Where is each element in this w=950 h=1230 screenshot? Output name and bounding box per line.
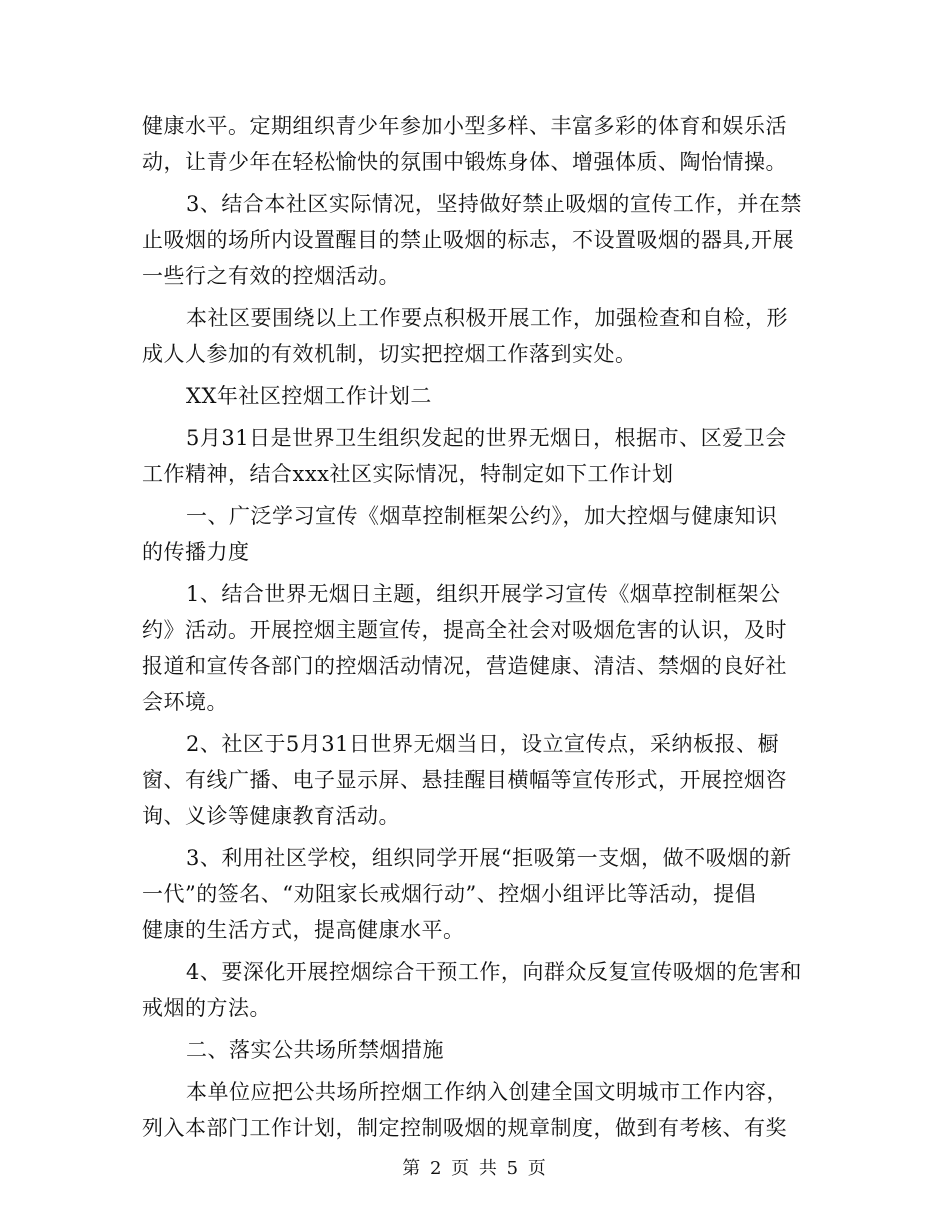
document-body (142, 108, 802, 1146)
text-line: 1、结合世界无烟日主题，组织开展学习宣传《烟草控制框架公 (186, 582, 781, 606)
section-heading: 二、落实公共场所禁烟措施 (186, 1038, 444, 1062)
text-line: 报道和宣传各部门的控烟活动情况，营造健康、清洁、禁烟的良好社 (142, 654, 787, 678)
text-line: 本社区要围绕以上工作要点积极开展工作，加强检查和自检，形 (186, 306, 788, 330)
text-line: 成人人参加的有效机制，切实把控烟工作落到实处。 (142, 342, 637, 366)
text-line: 会环境。 (142, 690, 228, 714)
text-line: 列入本部门工作计划，制定控制吸烟的规章制度，做到有考核、有奖 (142, 1116, 787, 1140)
text-line: 3、利用社区学校，组织同学开展“拒吸第一支烟，做不吸烟的新 (186, 846, 792, 870)
section-heading: XX年社区控烟工作计划二 (186, 384, 432, 408)
text-line: 健康的生活方式，提高健康水平。 (142, 918, 465, 942)
section-heading: 一、广泛学习宣传《烟草控制框架公约》，加大控烟与健康知识 (186, 504, 778, 528)
text-line: 询、义诊等健康教育活动。 (142, 804, 400, 828)
text-line: 戒烟的方法。 (142, 996, 271, 1020)
text-line: 2、社区于5月31日世界无烟当日，设立宣传点，采纳板报、橱 (186, 732, 779, 756)
text-line: 工作精神，结合xxx社区实际情况，特制定如下工作计划 (142, 462, 674, 486)
text-line: 窗、有线广播、电子显示屏、悬挂醒目横幅等宣传形式，开展控烟咨 (142, 768, 787, 792)
text-line: 5月31日是世界卫生组织发起的世界无烟日，根据市、区爱卫会 (186, 426, 787, 450)
text-line: 3、结合本社区实际情况，坚持做好禁止吸烟的宣传工作，并在禁 (186, 192, 802, 216)
page-footer: 第 2 页 共 5 页 (402, 1158, 548, 1179)
text-line: 的传播力度 (142, 540, 250, 564)
text-line: 动，让青少年在轻松愉快的氛围中锻炼身体、增强体质、陶怡情操。 (142, 150, 787, 174)
text-line: 一代”的签名、“劝阻家长戒烟行动”、控烟小组评比等活动，提倡 (142, 882, 757, 906)
text-line: 健康水平。定期组织青少年参加小型多样、丰富多彩的体育和娱乐活 (142, 114, 787, 138)
text-line: 一些行之有效的控烟活动。 (142, 264, 400, 288)
text-line: 约》活动。开展控烟主题宣传，提高全社会对吸烟危害的认识，及时 (142, 618, 787, 642)
text-line: 本单位应把公共场所控烟工作纳入创建全国文明城市工作内容， (186, 1080, 788, 1104)
text-line: 4、要深化开展控烟综合干预工作，向群众反复宣传吸烟的危害和 (186, 960, 802, 984)
text-line: 止吸烟的场所内设置醒目的禁止吸烟的标志，不设置吸烟的器具,开展 (142, 228, 795, 252)
